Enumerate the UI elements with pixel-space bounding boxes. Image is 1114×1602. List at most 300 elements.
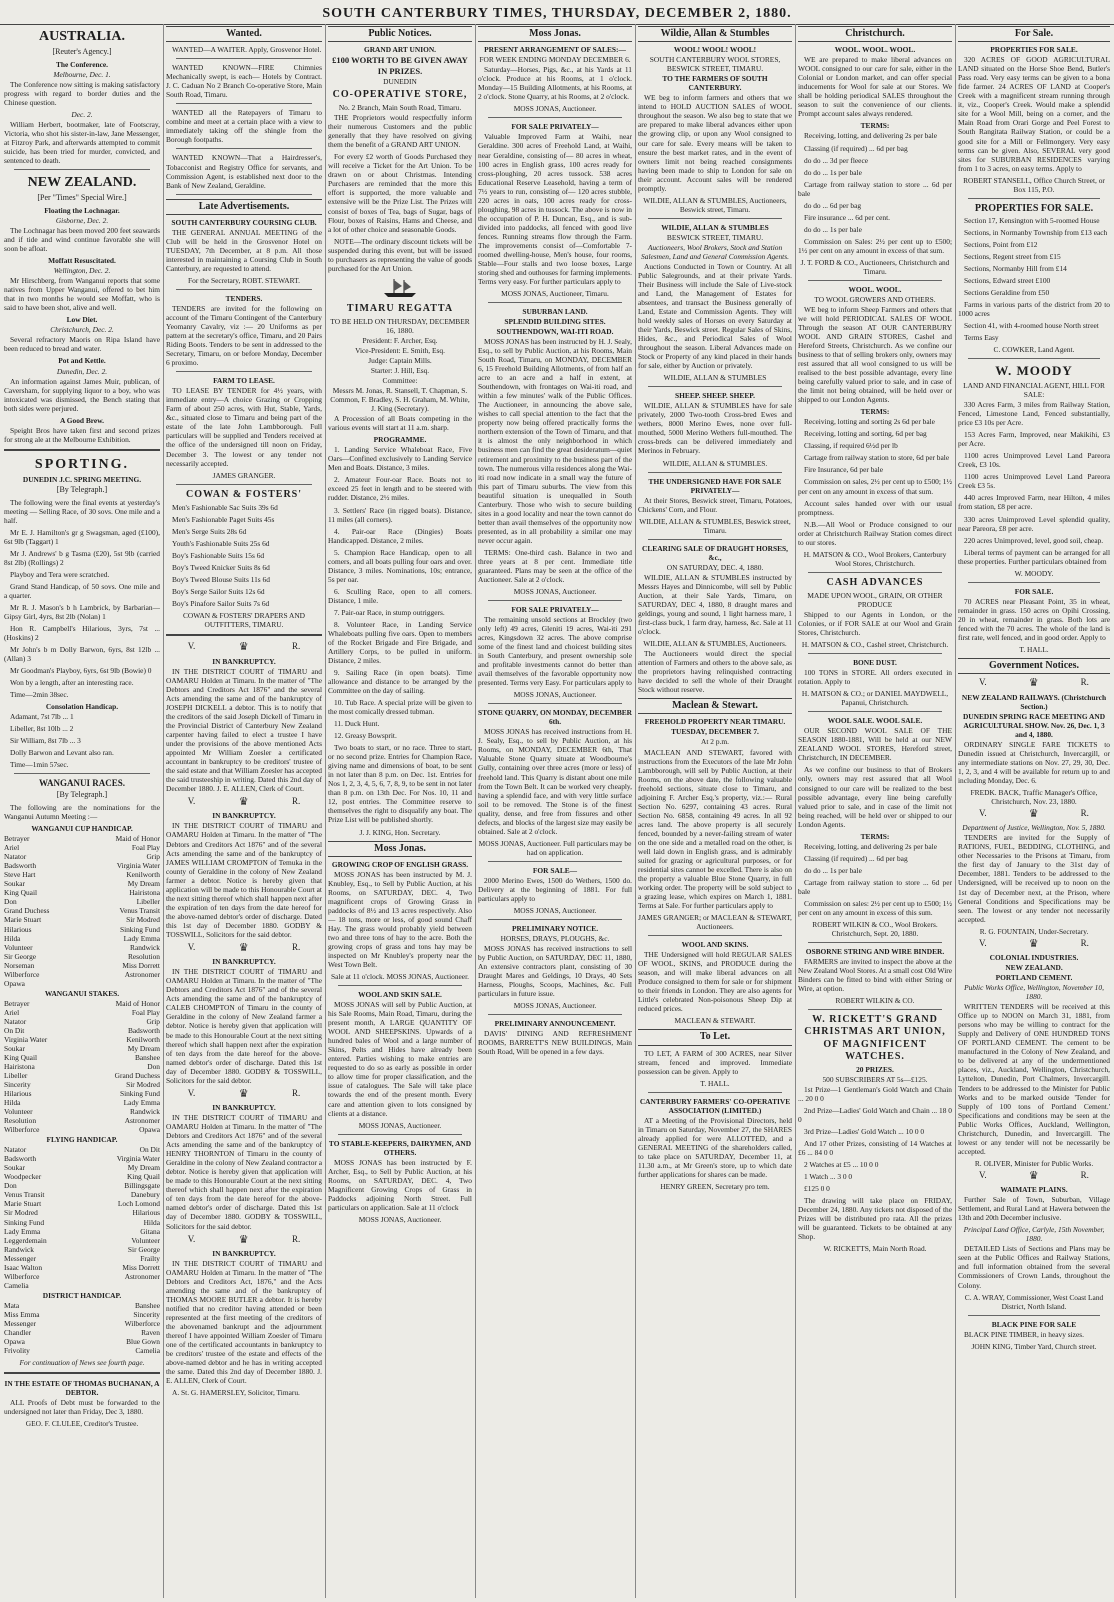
- section-title-christchurch: Christchurch.: [798, 26, 952, 42]
- property-line: Sections, Normanby Hill from £14: [964, 264, 1067, 273]
- nomination-row: [4, 1163, 160, 1172]
- divider: [808, 653, 942, 654]
- prize-line: 2 Watches at £5 ... 10 0 0: [804, 1160, 879, 1170]
- notice-signature: WILDIE, ALLAN & STUMBLES: [663, 373, 767, 383]
- horse-name: Astronomer: [124, 1271, 160, 1281]
- terms-line: do do ... 1s per bale: [804, 224, 862, 234]
- officer-line: Judge: Captain Mills.: [368, 356, 432, 366]
- notice-body: THE Proprietors would respectfully inform their numerous Customers and the public generally that they have resolved on giving them the benefit of a GRAND ART UNION.: [328, 113, 472, 150]
- divider: [176, 371, 312, 372]
- property-list: [958, 400, 1110, 544]
- notice-body: As we confine our business to that of Brokers only, owners may rest assured that all Wool consigned to our care will be realized to the best possible advantage, every line being carefully valued prior to sale, and in case of the limit not being reached, will be held over or shipped to our London Agents.: [798, 765, 952, 829]
- notice-body: TENDERS are invited for the Supply of RATIONS, FUEL, BEDDING, CLOTHING, and other Necessaries to the Prisons at Timaru, from the first day of January to the 31st day of December, 1881. Tenders to be addressed to the Undersigned, will be received up to noon on the 1st day of December next, at the Prison, where General Conditions and Specifications may be seen. The lowest or any tender not necessarily accepted.: [958, 833, 1110, 924]
- notice-headline: SOUTHENDOWN, WAI-ITI ROAD.: [496, 327, 614, 337]
- notice-signature: R. G. FOUNTAIN, Under-Secretary.: [979, 926, 1089, 936]
- divider: [808, 942, 942, 943]
- section-title-to-let: To Let.: [638, 1029, 792, 1045]
- notice-body: NOTE—The ordinary discount tickets will be suspended during this event, but will be issued to purchasers as representing the value of goods purchased for the Art Union.: [328, 236, 472, 273]
- notice-body: TO LEASE BY TENDER for 4½ years, with immediate entry—A choice Grazing or Cropping Farm of about 250 acres, with Hut, Stable, Yards, &c., situated close to Timaru and being part of the estate of the late John Lambborough. Full particulars will be supplied and Tenders received at the office of the undersigned till noon on Friday, December 3. The lowest or any tender not necessarily accepted.: [166, 386, 322, 468]
- notice-body: Valuable Improved Farm at Waihi, near Geraldine. 300 acres of Freehold Land, at Waihi, near Geraldine, consisting of— 80 acres in wheat, 100 acres in English grass, 100 acres ready for cross-ploughing, 20 acres tussock. 538 acres Educational Reserve Leasehold, having a term of 7½ years to run, consisting of— 120 acres stubble, 220 acres in oats, 100 acres ready for cross-ploughing, 98 acres in tussock. The above is now in the occupation of P. H. Duncan, Esq., and is sub-divided into paddocks, all fenced with good live fences. Running streams flow through the Farm. The improvements consist of—Comfortable 7-roomed dwelling-house, Men's house, four rooms, Stable—Four stalls and two loose boxes, Large storing shed and outhouses for farming implements. Terms very easy. For further particulars apply to: [478, 132, 632, 286]
- notice-signature: MOSS JONAS, Auctioneer.: [513, 586, 597, 596]
- terms-title: TERMS:: [860, 121, 890, 131]
- property-line: 1100 acres Unimproved Level Land Pareora Creek £3 5s.: [958, 472, 1110, 491]
- horse-name: Maid of Honor: [115, 834, 160, 844]
- nomination-row: [4, 861, 160, 870]
- notice-body: A Procession of all Boats competing in the various events will start at 11 a.m. sharp.: [328, 414, 472, 433]
- horse-name: Sincerity: [133, 1309, 160, 1319]
- column-rule: [795, 24, 796, 1598]
- horse-name: Libeller: [136, 897, 160, 907]
- notice-headline: COLONIAL INDUSTRIES.: [989, 953, 1079, 963]
- section-title-wildie: Wildie, Allan & Stumbles: [638, 26, 792, 42]
- nomination-row: [4, 888, 160, 897]
- nomination-row: [4, 1301, 160, 1310]
- horse-name: Don: [4, 1181, 17, 1191]
- horse-name: Sinking Fund: [119, 1089, 160, 1099]
- notice-body: THE GENERAL ANNUAL MEETING of the Club will be held in the Grosvenor Hotel on TUESDAY, 7th December, at 8 p.m. All those interested in maintaining a Coursing Club in South Canterbury, are requested to attend.: [166, 227, 322, 273]
- royal-cipher: V. ♛ R.: [979, 677, 1089, 690]
- prize-line: 1 Watch ... 3 0 0: [804, 1172, 853, 1182]
- notice-body: The remaining unsold sections at Brockley (two only left) 49 acres, Gleniti 19 acres, Wai-iti 291 acres, Kingsdown 32 acres. The above comprise some of the finest land and choicest building sites in South Canterbury, and present ownership sole and profitable investments cannot do better than avail themselves of the favorable opportunity now presented. Terms very Easy. For particulars apply to: [478, 615, 632, 688]
- horse-name: My Dream: [127, 879, 160, 889]
- horse-name: Blue Gown: [126, 1336, 160, 1346]
- price-list: [166, 503, 322, 608]
- race-result-line: Libeller, 8st 10lb ... 2: [10, 724, 74, 734]
- notice-body: WRITTEN TENDERS will be received at this Office up to NOON on March 31, 1881, from persons who may be willing to contract for the Supply and Delivery of ONE HUNDRED TONS OF PORTLAND CEMENT. The cement to be manufactured in the Colony of New Zealand, and to be delivered at any of the undermentioned places, viz., Auckland, Wellington, Christchurch, Lyttelton, Dunedin, Port Chalmers, Invercargill. Tenders to be addressed to the Minister for Public Works and to be marked outside 'Tender for Supply of 100 tons of Portland Cement.' Specifications and conditions may be seen at the Public Works Offices, Auckland, Wellington, Christchurch, Dunedin, and Invercargill. The lowest or any tender will not be necessarily be accepted.: [958, 1002, 1110, 1156]
- notice-body: 100 TONS in STORE. All orders executed in rotation. Apply to: [798, 668, 952, 687]
- notice-headline: WOOL! WOOL! WOOL!: [673, 45, 757, 55]
- notice-headline: WOOL. WOOL. WOOL.: [834, 45, 916, 55]
- notice-headline: NEW ZEALAND RAILWAYS. (Christchurch Section.): [961, 692, 1107, 711]
- horse-name: Kenilworth: [126, 1034, 160, 1044]
- nomination-row: [4, 934, 160, 943]
- officer-line: Committee:: [382, 376, 418, 386]
- notice-headline: FOR SALE PRIVATELY—: [511, 604, 599, 614]
- divider: [176, 103, 312, 104]
- divider: [648, 386, 782, 387]
- prize-line: 3rd Prize—Ladies' Gold Watch ... 10 0 0: [804, 1127, 925, 1137]
- notice-headline: TENDERS.: [225, 294, 263, 303]
- column-wanted: [166, 26, 322, 1598]
- price-line: Boy's Serge Sailor Suits 12s 6d: [172, 587, 265, 596]
- notice-signature: COWAN & FOSTERS' DRAPERS AND OUTFITTERS, TIMARU.: [182, 611, 306, 630]
- horse-name: Hilda: [4, 1098, 21, 1108]
- nomination-row: [4, 1328, 160, 1337]
- horse-name: Randwick: [4, 1244, 34, 1254]
- notice-headline: PORTLAND CEMENT.: [995, 973, 1073, 983]
- news-body: Several refractory Maoris on Ripa Island have been reduced to bread and water.: [4, 335, 160, 354]
- notice-headline: WOOL AND SKINS.: [681, 940, 749, 950]
- column-rule: [635, 24, 636, 1598]
- news-body: Mr Hirschberg, from Wanganui reports that some natives from Upper Wanganui, offered to bet him that in two months he would see Moffatt, who is said to have been shot, alive and well.: [4, 276, 160, 313]
- notice-line: At 2 p.m.: [701, 737, 729, 747]
- horse-name: Badsworth: [4, 1154, 37, 1164]
- horse-name: Resolution: [4, 1116, 37, 1126]
- nomination-row: [4, 852, 160, 861]
- notice-signature: MOSS JONAS, Auctioneer.: [513, 1001, 597, 1011]
- nomination-row: [4, 906, 160, 915]
- notice-headline: WOOL SALE. WOOL SALE.: [827, 716, 923, 726]
- officer-line: Vice-President: E. Smith, Esq.: [355, 346, 445, 355]
- horse-name: Grip: [146, 852, 160, 862]
- horse-name: Camelia: [135, 1345, 160, 1355]
- notice-headline: CLEARING SALE OF DRAUGHT HORSES, &c.,: [642, 543, 788, 562]
- terms-line: Classing, if required 6½d per lb: [804, 441, 898, 451]
- event-line: 10. Tub Race. A special prize will be given to the most comically dressed tubman.: [328, 698, 472, 717]
- notice-headline: IN THE ESTATE OF THOMAS BUCHANAN, A DEBTOR.: [4, 1379, 160, 1398]
- continuation-note: For continuation of News see fourth page.: [19, 1357, 145, 1367]
- section-title-australia: AUSTRALIA.: [39, 29, 125, 44]
- notice-line: 500 SUBSCRIBERS AT 5s—£125.: [822, 1074, 928, 1084]
- divider: [648, 1092, 782, 1093]
- advertiser-name: W. MOODY: [995, 363, 1073, 379]
- royal-cipher: V. ♛ R.: [187, 1087, 301, 1100]
- column-rule: [325, 24, 326, 1598]
- bankruptcy-notices: [166, 641, 322, 1397]
- terms-line: Receiving, lotting and sorting 2s 6d per bale: [804, 417, 935, 427]
- terms-line: Commission on sales, 2½ per cent up to £500; 1½ per cent on any amount in excess of that sum.: [798, 477, 952, 496]
- notice-headline: IN BANKRUPTCY.: [212, 656, 276, 666]
- column-moss-jonas: [478, 26, 632, 1598]
- horse-name: Astronomer: [124, 969, 160, 979]
- notice-signature: WILDIE, ALLAN & STUMBLES, Beswick street, Timaru.: [639, 516, 791, 535]
- horse-name: Hilarious: [4, 1089, 32, 1099]
- property-line: Farms in various parts of the district from 20 to 1000 acres: [958, 300, 1110, 319]
- wanted-ads: [166, 45, 322, 194]
- horse-name: Hilarious: [132, 1208, 160, 1218]
- notice-headline: DUNEDIN SPRING RACE MEETING AND AGRICULTURAL SHOW. Nov. 26, Dec. 1, 3 and 4, 1880.: [962, 711, 1106, 739]
- horse-name: Foal Play: [131, 843, 160, 853]
- horse-name: Wilberforce: [4, 1125, 40, 1135]
- notice-line: LAND AND FINANCIAL AGENT, HILL FOR SALE:: [963, 381, 1105, 400]
- nomination-row: [4, 1026, 160, 1035]
- notice-body: Further Sale of Town, Suburban, Village Settlement, and Rural Land at Hawera between the 13th and 20th December inclusive.: [958, 1195, 1110, 1223]
- nomination-row: [4, 1181, 160, 1190]
- nomination-row: [4, 1172, 160, 1181]
- horse-name: Lady Emma: [4, 1226, 41, 1236]
- news-headline: Floating the Lochnagar.: [44, 206, 120, 215]
- horse-name: Ariel: [4, 843, 20, 853]
- divider: [648, 539, 782, 540]
- horse-name: Kenilworth: [126, 870, 160, 880]
- notice-body: AT a Meeting of the Provisional Directors, held in Timaru on Saturday, November 27, the SHARES already applied for were ALLOTTED, and a GENERAL MEETING of the shareholders called, to take place on SATURDAY, December 11, at 11.30 a.m., at Mr Green's store, up to which date further applications for shares can be made.: [638, 1115, 792, 1179]
- notice-body: FARMERS are invited to inspect the above at the New Zealand Wool Stores. At a small cost Old Wire Binders can be fitted to bind with either String or Wire, at option.: [798, 957, 952, 994]
- notice-body: 320 ACRES OF GOOD AGRICULTURAL LAND situated on the Horse Shoe Bend, Butler's Pass road. Very easy terms can be given to a bona fide farmer. 24 ACRES OF LAND at Cooper's Creek with a magnificent stream running through it, viz., Cooper's Creek. Would make a splendid site for a Wool Mill, being on a corner, and the Main Road from Orari Gorge and Peel Forest to South Rangitata Railway Station, or could be a good site for a Mill or Fellmongery. Very easy terms can be given. Also, SEVERAL very good sites for SUBURBAN RESIDENCES varying from 1 to 3 acres, on easy terms. Apply to: [958, 55, 1110, 173]
- notice-body: DAVIS' DINING AND REFRESHMENT ROOMS, BARRETT'S NEW BUILDINGS, Main South Road, Will be opened in a few days.: [478, 1029, 632, 1057]
- horse-name: Mata: [4, 1300, 20, 1310]
- notice-signature: W. RICKETTS, Main North Road.: [823, 1244, 927, 1254]
- notice-body: WILDIE, ALLAN & STUMBLES have for sale privately, 2000 Two-tooth Cross-bred Ewes and wethers, 8000 Merino Ewes, none over full-mouthed, 5000 Merino Wethers full-mouthed. The cross-breds can be delivered immediately and Merinos in February.: [638, 401, 792, 456]
- divider: [648, 472, 782, 473]
- notice-body: MOSS JONAS has been instructed by F. Archer, Esq., to Sell by Public Auction, at his Rooms, on SATURDAY, DEC. 4, Two Magnificent Growing Crops of Grass in Paddocks adjoining North Street. Full particulars on application. Sale at 11 o'clock: [328, 1157, 472, 1212]
- divider: [968, 358, 1100, 359]
- notice-headline: FOR SALE PRIVATELY—: [511, 122, 599, 132]
- divider: [176, 194, 312, 195]
- race-result-line: Mr R. J. Mason's b h Lambrick, by Barbarian—Gipsy Girl, 4yrs, 8st 2lb (Nolan) 1: [4, 602, 160, 621]
- news-dateline: Dec. 2.: [71, 109, 93, 119]
- notice-signature: T. HALL.: [1019, 644, 1049, 654]
- prize-line: £125 0 0: [804, 1184, 830, 1194]
- agency-credit: [Reuter's Agency.]: [52, 47, 112, 57]
- race-title: WANGANUI STAKES.: [44, 988, 120, 998]
- notice-signature: MOSS JONAS, Auctioneer.: [358, 1120, 442, 1130]
- notice-line: ON SATURDAY, DEC. 4, 1880.: [666, 562, 764, 572]
- notice-body: The drawing will take place on FRIDAY, December 24, 1880. Any tickets not disposed of the Prizes will be distributed pro rata. All the prizes will be guaranteed. Tickets to be obtained at any Shop.: [798, 1196, 952, 1242]
- notice-headline: TO STABLE-KEEPERS, DAIRYMEN, AND OTHERS.: [328, 1138, 472, 1157]
- nomination-row: [4, 1107, 160, 1116]
- notice-line: FOR WEEK ENDING MONDAY DECEMBER 6.: [479, 55, 631, 65]
- nomination-row: [4, 1008, 160, 1017]
- divider: [808, 280, 942, 281]
- nomination-row: [4, 952, 160, 961]
- column-for-sale: [958, 26, 1110, 1598]
- notice-headline: SOUTH CANTERBURY COURSING CLUB.: [171, 217, 317, 227]
- notice-line: TO WOOL GROWERS AND OTHERS.: [814, 294, 936, 304]
- advertiser-name: W. RICKETT'S GRAND CHRISTMAS ART UNION, OF MAGNIFICENT WATCHES.: [804, 1014, 946, 1062]
- race-result-line: Time—1min 57sec.: [10, 760, 69, 770]
- notice-body: THE Undersigned will hold REGULAR SALES OF WOOL, SKINS, and PRODUCE during the season, and will make liberal advances on all Produce consigned to them for sale or for shipment to their friends in London. They are also agents for Little's celebrated Non-poisonous Sheep Dip at reduced prices.: [638, 950, 792, 1014]
- horse-name: Banshee: [134, 1052, 160, 1062]
- nomination-row: [4, 879, 160, 888]
- nomination-row: [4, 1319, 160, 1328]
- divider: [338, 985, 462, 986]
- notice-signature: ROBERT WILKIN & CO., Wool Brokers. Christchurch, Sept. 20, 1880.: [812, 919, 938, 938]
- notice-line: 20 PRIZES.: [856, 1064, 894, 1074]
- nomination-row: [4, 999, 160, 1008]
- price-line: Men's Fashionable Sac Suits 39s 6d: [172, 502, 278, 512]
- notice-line: HORSES, DRAYS, PLOUGHS, &c.: [500, 933, 610, 943]
- horse-name: Soukar: [4, 1043, 25, 1053]
- news-headline: Pot and Kettle.: [58, 356, 106, 366]
- race-result-line: Grand Stand Handicap, of 50 sovs. One mile and a quarter.: [4, 581, 160, 600]
- nomination-row: [4, 1346, 160, 1355]
- notice-signature: H. MATSON & CO.; or DANIEL MAYDWELL, Papanui, Christchurch.: [801, 689, 949, 708]
- race-result-line: Hon R. Campbell's Hilarious, 3yrs, 7st ... (Hoskins) 2: [4, 623, 160, 643]
- horse-name: Opawa: [4, 978, 25, 988]
- event-title: TIMARU REGATTA: [346, 302, 454, 314]
- divider: [14, 169, 150, 170]
- horse-name: Wilberforce: [124, 1318, 160, 1328]
- horse-name: Leggerdemain: [4, 1235, 47, 1245]
- race-result-line: Mr J. Andrews' b g Tasma (£20), 5st 9lb (carried 8st 2lb) (Rollings) 2: [4, 548, 160, 567]
- notice-body: MACLEAN AND STEWART, favored with instructions from the Executors of the late Mr John Lambborough, will sell by Public Auction, at their Rooms, on the above date, the following valuable freehold sections, situate close to Timaru, and adjoining F. Archer Esq.'s property, viz.:— Rural Section No. 6297, containing 43 acres. Rural Section No. 6858, containing 49 acres. In all 92 acres land. The above property is all securely fenced, bounded by a never-failing stream of water on the one side and a metalled road on the other, is well laid down in English grass, and is admirably suited for grazing or agricultural purposes, or for residential sites cannot be excelled. There is also on the property a valuable Blue Stone Quarry, in full working order. The property will be sold subject to a grazing lease, which expires on March 1, 1881. Terms at Sale. For further particulars apply to: [638, 747, 792, 911]
- bankruptcy-notice: IN THE DISTRICT COURT of TIMARU and OAMARU Holden at Timaru. In the matter of "The Debtors and Creditors Act, 1876," and the Acts amending the same and of the bankruptcy of THOMAS MOORE BUTLER a debtor. It is hereby notified that no creditor having attended or been represented at the first meeting of the creditors of the abovenamed bankrupt and the adjournment thereof I have appointed William Zoesler of Timaru one of the certificated accountants in bankruptcy to be creditors' trustee of the estate and effects of the above-named debtor and he has in writing accepted the same. Dated this 2nd day of December 1880. J. E. ALLEN, Clerk of Court.: [166, 1258, 322, 1386]
- terms-line: Receiving, lotting and sorting, 6d per bag: [804, 429, 927, 439]
- notice-body: ORDINARY SINGLE FARE TICKETS to Dunedin issued at Christchurch, Invercargill, or any intermediate stations on Nov. 27, 29, 30, Dec. 1, 2, 3, and 4 will be available for return up to and including Monday, Dec. 6.: [958, 739, 1110, 785]
- notice-body: WE are prepared to make liberal advances on WOOL consigned to our care for sale, either in the Colonial or London market, and can offer special inducements for Wool for sale at our Stores. We shall be holding periodical SALES throughout the season to suit the convenience of our clients. Prompt account sales always rendered.: [798, 55, 952, 119]
- nomination-row: [4, 915, 160, 924]
- horse-name: Sir Modred: [126, 1080, 160, 1090]
- horse-name: Loch Lomond: [117, 1199, 160, 1209]
- horse-name: My Dream: [127, 1043, 160, 1053]
- divider: [166, 634, 322, 636]
- programme-title: PROGRAMME.: [373, 435, 427, 445]
- divider: [176, 58, 312, 59]
- horse-name: On Dit: [139, 1145, 160, 1155]
- nomination-row: [4, 834, 160, 843]
- nomination-row: [4, 1272, 160, 1281]
- royal-cipher: V. ♛ R.: [187, 1233, 301, 1246]
- news-headline: Low Diet.: [66, 315, 98, 325]
- event-line: 7. Pair-oar Race, in stump outriggers.: [334, 607, 445, 617]
- prize-list: [798, 1085, 952, 1193]
- terms-list: [798, 417, 952, 516]
- horse-name: Grand Duchess: [114, 1071, 160, 1081]
- race-result-line: Adamant, 7st 7lb ... 1: [10, 712, 74, 722]
- nomination-row: [4, 1044, 160, 1053]
- horse-name: Virginia Water: [4, 1034, 48, 1044]
- meeting-title: DUNEDIN J.C. SPRING MEETING.: [22, 474, 142, 484]
- nomination-row: [4, 1236, 160, 1245]
- horse-name: Natator: [4, 852, 27, 862]
- nomination-row: [4, 1227, 160, 1236]
- notice-headline: WOOL. WOOL.: [848, 284, 902, 294]
- property-line: Section 17, Kensington with 5-roomed House: [964, 215, 1100, 225]
- race-result-line: Dolly Barwon and Levant also ran.: [10, 748, 114, 758]
- notice-body: WE beg to inform Sheep Farmers and others that we will hold PERIODICAL SALES OF WOOL Through the season AT OUR CANTERBURY WOOL AND GRAIN STORES, Cashel and Hereford Streets, Christchurch. As we confine our business to that of selling brokers only, owners may rest assured that all wool consigned to us will be realised to the best possible advantage, every line being carefully valued prior to sale, and in case of the limit not being obtained, will be held over or shipped to our London Agents.: [798, 304, 952, 405]
- horse-name: Hilarious: [4, 924, 32, 934]
- notice-signature: WILDIE, ALLAN & STUMBLES, Auctioneers, Beswick street, Timaru.: [643, 195, 787, 214]
- nomination-row: [4, 843, 160, 852]
- horse-name: Betrayer: [4, 834, 30, 844]
- horse-name: Opawa: [4, 1336, 25, 1346]
- column-christchurch: [798, 26, 952, 1598]
- nomination-row: [4, 943, 160, 952]
- horse-name: Natator: [4, 1016, 27, 1026]
- column-rule: [955, 24, 956, 1598]
- divider: [338, 1134, 462, 1135]
- news-body: The Lochnagar has been moved 200 feet seawards and if tide and wind continue favorable she will soon be afloat.: [4, 226, 160, 254]
- horse-name: Volunteer: [4, 1107, 33, 1117]
- notice-headline: PROPERTIES FOR SALE.: [990, 45, 1078, 55]
- royal-cipher: V. ♛ R.: [979, 1169, 1089, 1182]
- divider: [968, 582, 1100, 583]
- nominations-list: [4, 1301, 160, 1355]
- nomination-row: [4, 1098, 160, 1107]
- notice-headline: PRELIMINARY ANNOUNCEMENT.: [494, 1019, 616, 1029]
- notice-headline: FOR SALE.: [1014, 586, 1054, 596]
- nomination-row: [4, 1116, 160, 1125]
- notice-body: MOSS JONAS has been instructed by H. J. Sealy, Esq., to sell by Public Auction, at his Rooms, Main South Road, Timaru, on MONDAY, DECEMBER 6, 15 Freehold Building Allotments, of from half an acre to an acre and a half in extent, at Southendown, with frontages on Wai-iti road, and within a few minutes' walk of the Public Offices. The Auctioneer, in announcing the above sale, wishes to call special attention to the fact that the property now being offered practically forms the northern extension of the Town of Timaru, and that it is almost the only neighborhood in which business men can find the great desideratum—quiet retirement and proximity to the business part of the town. The numerous villa residences along the Wai-iti road now indicate in a small way the future of this part of Timaru suburbs. The view from this beautiful situation is unequalled in South Canterbury. Those who wish to secure building sites in a good locality and near the town cannot do better than avail themselves of the opportunity now presented, as in all probability a similar one may never occur again.: [478, 337, 632, 545]
- notice-signature: MOSS JONAS, Auctioneer.: [513, 690, 597, 700]
- notice-headline: STONE QUARRY, ON MONDAY, DECEMBER 6th.: [478, 708, 632, 727]
- notice-signature: C. COWKER, Land Agent.: [993, 345, 1075, 355]
- bankruptcy-notice: A. St. G. HAMERSLEY, Solicitor, Timaru.: [172, 1388, 300, 1398]
- notice-line: Auctioneers, Wool Brokers, Stock and Station Salesmen, Land and General Commission Agents.: [641, 242, 789, 261]
- terms-line: Fire Insurance, 6d per bale: [804, 465, 884, 475]
- horse-name: Don: [147, 1061, 160, 1071]
- horse-name: Venus Transit: [119, 906, 160, 916]
- column-rule: [475, 24, 476, 1598]
- notice-headline: IN BANKRUPTCY.: [212, 1248, 276, 1258]
- news-headline: Moffatt Resuscitated.: [48, 256, 116, 266]
- terms-line: Commission on sales: 2½ per cent up to £500; 1½ per cent on any amount in excess of this sum.: [798, 898, 952, 917]
- terms-line: Receiving, lotting, and delivering 2s per bale: [804, 131, 937, 141]
- terms-line: Classing (if required) ... 6d per bag: [804, 143, 908, 153]
- notice-body: TENDERS are invited for the following on account of the Timaru Contingent of the Canterbury Yeomanry Cavalry, viz :— 20 Uniforms as per pattern at the secretary's office, Timaru, and 20 Pairs Riding Boots. Tenders to be sent in addressed to the Secretary, Timaru, on or before Monday, December 6 proximo.: [166, 304, 322, 368]
- notice-signature: JAMES GRANGER; or MACLEAN & STEWART, Auctioneers.: [638, 913, 792, 932]
- news-dateline: Wellington, Dec. 2.: [53, 266, 111, 276]
- notice-signature: MOSS JONAS, Auctioneer.: [513, 905, 597, 915]
- horse-name: Sir Modred: [4, 1208, 38, 1218]
- horse-name: Virginia Water: [116, 861, 160, 871]
- nomination-row: [4, 1145, 160, 1154]
- nomination-row: [4, 1062, 160, 1071]
- race-results: [4, 712, 160, 769]
- divider: [488, 302, 622, 303]
- notice-line: Principal Land Office, Carlyle, 15th November, 1880.: [963, 1225, 1105, 1244]
- notice-signature: J. T. FORD & CO., Auctioneers, Christchurch and Timaru.: [800, 257, 950, 276]
- horse-name: King Quail: [126, 1172, 160, 1182]
- divider: [488, 117, 622, 118]
- notice-body: 2000 Merino Ewes, 1500 do Wethers, 1500 do. Delivery at the beginning of 1881. For full particulars apply to: [478, 875, 632, 903]
- horse-name: Opawa: [139, 1125, 160, 1135]
- property-line: Sections Geraldine from £50: [964, 288, 1050, 298]
- notice-signature: H. MATSON & CO., Cashel street, Christchurch.: [801, 640, 949, 650]
- horse-name: Chandler: [4, 1327, 32, 1337]
- meeting-title: WANGANUI RACES.: [38, 778, 125, 789]
- notice-line: TUESDAY, DECEMBER 7.: [671, 727, 759, 737]
- horse-name: Resolution: [127, 951, 160, 961]
- price-line: Men's Serge Suits 28s 6d: [172, 526, 247, 536]
- event-line: 12. Greasy Bowsprit.: [334, 731, 397, 741]
- divider: [176, 148, 312, 149]
- horse-name: Volunteer: [131, 1235, 160, 1245]
- terms-line: Fire insurance ... 6d per cent.: [804, 212, 890, 222]
- horse-name: Grand Duchess: [4, 906, 50, 916]
- bankruptcy-notice: IN THE DISTRICT COURT of TIMARU and OAMARU Holden at Timaru. In the matter of "The Debtors and Creditors Act 1876" and the several Acts amending the same and of the bankruptcy of JOSEPH DICKELL a debtor. This is to notify that the creditors of the said Joseph Dickell of Timaru in the Provincial District of Canterbury New Zealand carpenter having failed to elect a trustee I have under the provisions of the above mentioned Acts appointed Mr William Zoesler a certificated accountant in bankruptcy to be creditors' trustee of the said estate and that William Zoesler has accepted the said trusteeship in writing. Dated this 2nd day of December 1880. J. E. ALLEN, Clerk of Court.: [166, 666, 322, 793]
- column-wildie: [638, 26, 792, 1598]
- horse-name: Randwick: [130, 942, 160, 952]
- nomination-row: [4, 979, 160, 988]
- property-list: [958, 216, 1110, 342]
- horse-name: Frailty: [140, 1253, 160, 1263]
- news-body: William Herbert, bootmaker, late of Footscray, Victoria, who shot his sister-in-law, Jane Messenger, at Fitzroy Park, and afterwards attempted to commit suicide, has been tried for murder, convicted, and sentenced to death.: [4, 120, 160, 166]
- horse-name: Venus Transit: [4, 1190, 45, 1200]
- notice-body: DETAILED Lists of Sections and Plans may be seen at the Public Offices and Railway Stations, and full information obtained from the several Commissioners of Crown Lands, throughout the Colony.: [958, 1244, 1110, 1290]
- terms-line: do do ... 6d per bag: [804, 200, 862, 210]
- nomination-row: [4, 1089, 160, 1098]
- divider: [488, 703, 622, 704]
- officer-line: President: F. Archer, Esq.: [362, 335, 438, 345]
- divider: [968, 1315, 1100, 1316]
- notice-headline: OSBORNE STRING AND WIRE BINDER.: [805, 946, 945, 956]
- ship-icon: [380, 277, 420, 299]
- notice-headline: GROWING CROP OF ENGLISH GRASS.: [331, 859, 469, 869]
- divider: [808, 572, 942, 573]
- notice-signature: ROBERT WILKIN & CO.: [835, 996, 915, 1006]
- property-line: 1100 acres Unimproved Level Land Pareora Creek, £3 10s.: [958, 451, 1110, 470]
- horse-name: Miss Dorrett: [122, 960, 160, 970]
- terms-line: Cartage from railway station to store ... 6d per bale: [798, 877, 952, 896]
- notice-signature: W. MOODY.: [1014, 568, 1054, 578]
- terms-line: Commission on Sales: 2½ per cent up to £500; 1½ per cent on any amount in excess of that sum.: [798, 236, 952, 255]
- notice-body: TERMS: One-third cash. Balance in two and three years at 8 per cent. Immediate title guaranteed. Plans may be seen at the office of the Auctioneer. Sale at 2 o'clock.: [478, 547, 632, 584]
- agency-credit: [By Telegraph.]: [56, 484, 108, 494]
- horse-name: Grip: [146, 1016, 160, 1026]
- event-line: 8. Volunteer Race, in Landing Service Whaleboats pulling five oars. Open to members of the Rocket Brigade and Fire Brigade, and Artillery Corps, to be pulled in uniform. Distance, 2 miles.: [328, 619, 472, 665]
- divider: [4, 1372, 160, 1374]
- race-result-line: Mr John's b m Dolly Barwon, 6yrs, 8st 12lb ... (Allan) 3: [4, 645, 160, 664]
- horse-name: Miss Dorrett: [122, 1262, 160, 1272]
- event-line: 4. Pair-oar Race (Dingies) Boats Handicapped. Distance, 2 miles.: [328, 526, 472, 545]
- divider: [14, 773, 150, 774]
- horse-name: Sir George: [4, 951, 37, 961]
- notice-body: WILDIE, ALLAN & STUMBLES instructed by Messrs Hayes and Dinnicombe, will sell by Public Auction, at their Sale Yards, Timaru, on SATURDAY, DEC 4, 1880, 8 draught mares and geldings, young and sound, 1 light harness mare, 1 first-class buck, 1 farm dray, harness, &c. Sale at 11 o'clock.: [638, 572, 792, 636]
- notice-body: N.B.—All Wool or Produce consigned to our order at Christchurch Railway Station comes direct to our stores.: [798, 519, 952, 547]
- notice-body: MOSS JONAS has received instructions to sell by Public Auction, on SATURDAY, DEC 11, 1880, An extensive contractors plant, consisting of 30 Draught Mares and Geldings, 10 Drays, 40 Sets Harness, Ploughs, Scoops, Machines, &c. Full particulars in future issue.: [478, 944, 632, 999]
- property-line: Sections, Regent street from £15: [964, 251, 1061, 261]
